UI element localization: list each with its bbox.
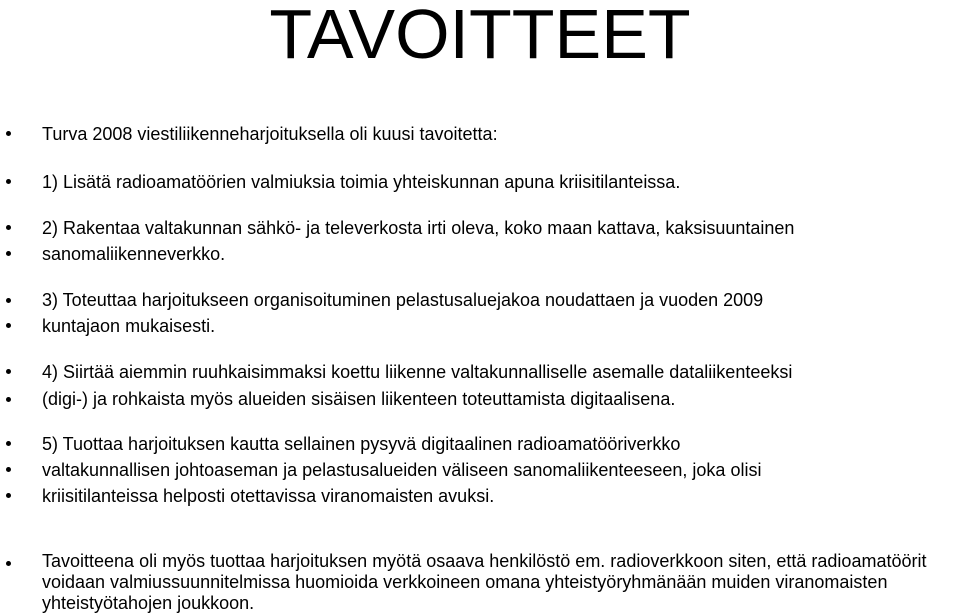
goal-3-line-2: kuntajaon mukaisesti. bbox=[42, 316, 216, 336]
bullet-point bbox=[6, 397, 11, 402]
bullet-point bbox=[6, 441, 11, 446]
bullet-point bbox=[6, 467, 11, 472]
bullet-point bbox=[6, 179, 11, 184]
bullet-point bbox=[6, 561, 11, 566]
intro-line: Turva 2008 viestiliikenneharjoituksella oli kuusi tavoitetta: bbox=[42, 124, 498, 144]
goal-5-line-3: kriisitilanteissa helposti otettavissa viranomaisten avuksi. bbox=[42, 486, 495, 506]
bullet-point bbox=[6, 369, 11, 374]
summary-paragraph: Tavoitteena oli myös tuottaa harjoituksen myötä osaava henkilöstö em. radioverkkoon siten, että radioamatöörit voidaan valmiussuunnitelmissa huomioida verkkoineen omana yhteistyöryhmänään muiden viranomaisten yhteistyötahojen joukkoon. bbox=[42, 551, 927, 613]
page-title: TAVOITTEET bbox=[269, 0, 691, 73]
goal-4-line-1: 4) Siirtää aiemmin ruuhkaisimmaksi koettu liikenne valtakunnalliselle asemalle dataliikenteeksi bbox=[42, 362, 793, 382]
bullet-point bbox=[6, 225, 11, 230]
bullet-point bbox=[6, 251, 11, 256]
goal-1-line: 1) Lisätä radioamatöörien valmiuksia toimia yhteiskunnan apuna kriisitilanteissa. bbox=[42, 172, 681, 192]
goal-2-line-1: 2) Rakentaa valtakunnan sähkö- ja televerkosta irti oleva, koko maan kattava, kaksisuuntainen bbox=[42, 218, 795, 238]
bullet-point bbox=[6, 493, 11, 498]
goal-2-line-2: sanomaliikenneverkko. bbox=[42, 244, 226, 264]
goal-3-line-1: 3) Toteuttaa harjoitukseen organisoituminen pelastusaluejakoa noudattaen ja vuoden 2009 bbox=[42, 290, 764, 310]
bullet-point bbox=[6, 131, 11, 136]
goal-5-line-1: 5) Tuottaa harjoituksen kautta sellainen pysyvä digitaalinen radioamatööriverkko bbox=[42, 434, 681, 454]
goal-4-line-2: (digi-) ja rohkaista myös alueiden sisäisen liikenteen toteuttamista digitaalisena. bbox=[42, 389, 676, 409]
bullet-point bbox=[6, 298, 11, 303]
bullet-point bbox=[6, 323, 11, 328]
goal-5-line-2: valtakunnallisen johtoaseman ja pelastusalueiden väliseen sanomaliikenteeseen, joka olisi bbox=[42, 460, 762, 480]
